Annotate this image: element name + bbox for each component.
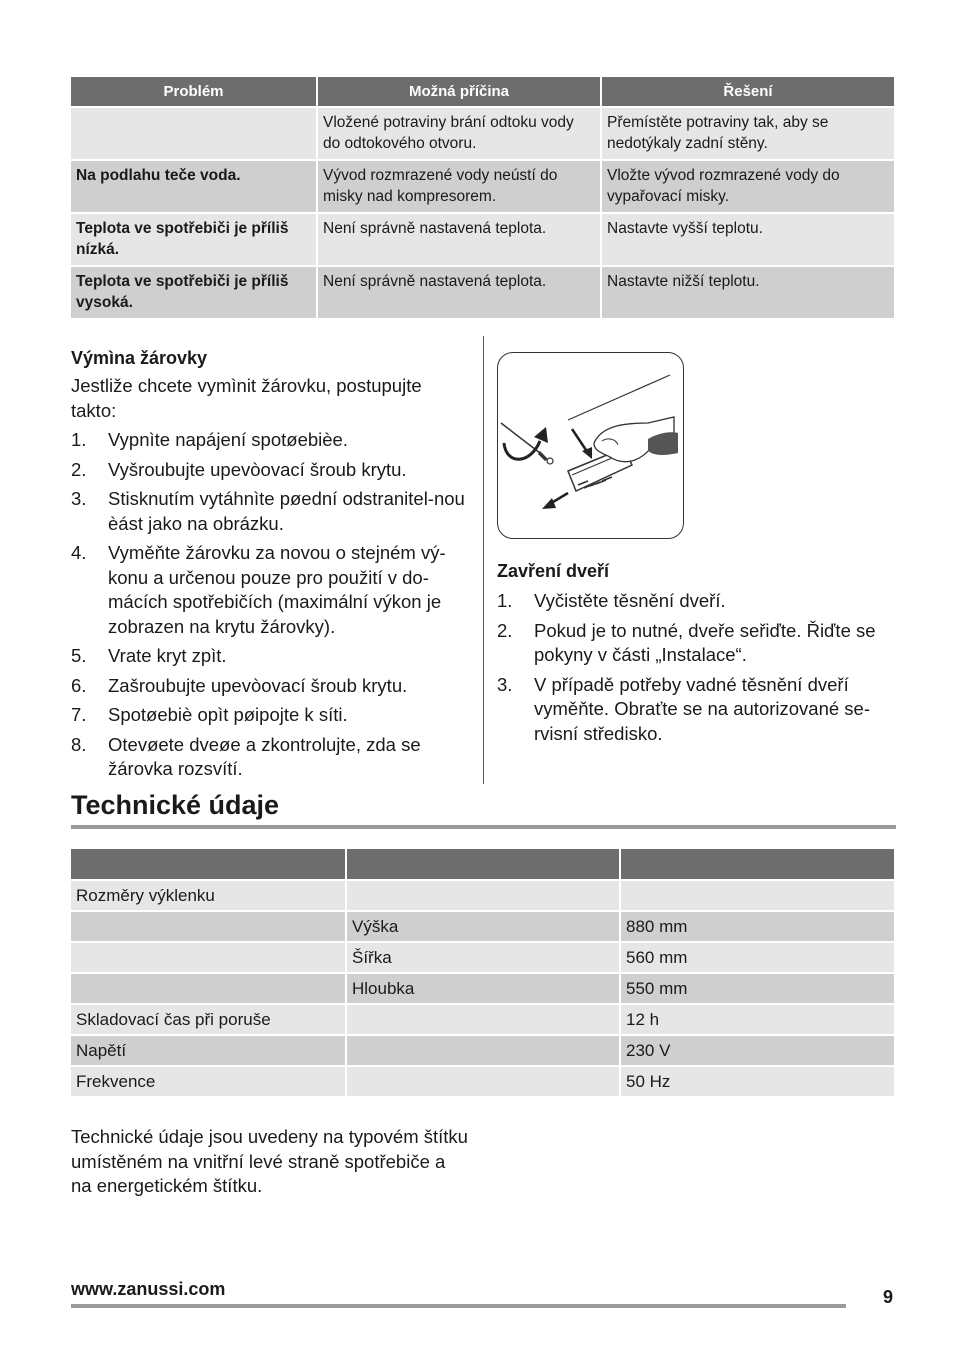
sub-cell: Šířka [346, 942, 620, 973]
list-item [71, 458, 471, 483]
label-cell: Rozměry výklenku [71, 880, 346, 911]
step-text: Vrate kryt zpìt. [108, 645, 227, 666]
troubleshooting-table [71, 77, 894, 318]
table-row [71, 266, 894, 318]
page-number: 9 [883, 1287, 894, 1307]
label-cell: Napětí [71, 1035, 346, 1066]
cause-cell: Není správně nastavená teplota. [317, 266, 601, 318]
solution-cell: Nastavte nižší teplotu. [601, 266, 894, 318]
list-item [497, 619, 897, 668]
label-cell [71, 911, 346, 942]
step-number: 6. [71, 674, 87, 696]
illustration-drawing [498, 353, 682, 537]
table-row [71, 1066, 894, 1096]
step-number: 2. [71, 458, 87, 480]
table-row [71, 1035, 894, 1066]
solution-cell: Vložte vývod rozmrazené vody do vypařovací misky. [601, 160, 894, 213]
table-row [71, 213, 894, 266]
right-column [497, 352, 897, 751]
table-row [71, 160, 894, 213]
sub-cell: Hloubka [346, 973, 620, 1004]
door-section-heading: Zavření dveří [497, 561, 610, 581]
header-cell [346, 849, 620, 880]
door-steps-list [497, 589, 897, 746]
problem-cell: Na podlahu teče voda. [71, 160, 317, 213]
header-cell [620, 849, 894, 880]
value-cell: 880 mm [620, 911, 894, 942]
header-problem: Problém [71, 77, 317, 107]
header-cause: Možná příčina [317, 77, 601, 107]
problem-cell: Teplota ve spotřebiči je příliš nízká. [71, 213, 317, 266]
step-number: 3. [497, 673, 513, 695]
table-header-row [71, 849, 894, 880]
table-row [71, 1004, 894, 1035]
header-cell [71, 849, 346, 880]
list-item [497, 589, 897, 614]
cause-cell: Vložené potraviny brání odtoku vody do odtokového otvoru. [317, 107, 601, 160]
value-cell: 560 mm [620, 942, 894, 973]
step-text: Vyšroubujte upevòovací šroub krytu. [108, 458, 407, 480]
cause-cell: Není správně nastavená teplota. [317, 213, 601, 266]
value-cell: 230 V [620, 1035, 894, 1066]
column-divider [483, 336, 484, 784]
step-number: 1. [71, 429, 87, 450]
list-item [71, 644, 471, 669]
step-number: 7. [71, 704, 87, 725]
label-cell: Skladovací čas při poruše [71, 1004, 346, 1035]
value-cell [620, 880, 894, 911]
table-row [71, 107, 894, 160]
header-solution: Řešení [601, 77, 894, 107]
sub-cell [346, 880, 620, 911]
sub-cell [346, 1035, 620, 1066]
step-number: 4. [71, 542, 87, 563]
problem-cell: Teplota ve spotřebiči je příliš vysoká. [71, 266, 317, 318]
bulb-section-intro: Jestliže chcete vymìnit žárovku, postupujte takto: [71, 375, 422, 421]
label-cell [71, 942, 346, 973]
tech-data-title: Technické údaje [71, 790, 280, 820]
sub-cell [346, 1004, 620, 1035]
value-cell: 50 Hz [620, 1066, 894, 1096]
bulb-steps-list [71, 428, 471, 782]
table-row [71, 880, 894, 911]
step-text: Spotøebiè opìt pøipojte k síti. [108, 704, 348, 725]
bulb-section-heading: Výmìna žárovky [71, 348, 208, 368]
sub-cell: Výška [346, 911, 620, 942]
list-item [71, 674, 471, 699]
step-text: Stisknutím vytáhnìte pøední odstranitel-nou èást jako na obrázku. [108, 488, 465, 534]
cause-cell: Vývod rozmrazené vody neústí do misky nad kompresorem. [317, 160, 601, 213]
list-item [71, 541, 471, 639]
step-number: 3. [71, 488, 87, 509]
bulb-replacement-section [71, 346, 471, 787]
tech-data-table [71, 849, 894, 1096]
step-text: V případě potřeby vadné těsnění dveří vyměňte. Obraťte se na autorizované se-rvisní středisko. [534, 673, 870, 744]
solution-cell: Nastavte vyšší teplotu. [601, 213, 894, 266]
table-row [71, 973, 894, 1004]
list-item [71, 487, 471, 536]
step-number: 5. [71, 645, 87, 666]
table-row [71, 911, 894, 942]
step-text: Zašroubujte upevòovací šroub krytu. [108, 674, 408, 696]
footer-website-link[interactable]: www.zanussi.com [71, 1279, 226, 1299]
problem-cell [71, 107, 317, 160]
step-text: Vyměňte žárovku za novou o stejném vý-konu a určenou pouze pro použití v do-mácích spotřebičích (maximální výkon je zobrazen na krytu žárovky). [108, 542, 446, 637]
value-cell: 12 h [620, 1004, 894, 1035]
value-cell: 550 mm [620, 973, 894, 1004]
label-cell: Frekvence [71, 1066, 346, 1096]
lamp-cover-removal-illustration [497, 352, 684, 539]
footer-rule [71, 1304, 846, 1308]
label-cell [71, 973, 346, 1004]
step-text: Otevøete dveøe a zkontrolujte, zda se žárovka rozsvítí. [108, 733, 421, 779]
list-item [71, 733, 471, 782]
step-text: Vyčistěte těsnění dveří. [534, 590, 726, 611]
table-header-row [71, 77, 894, 107]
list-item [497, 673, 897, 747]
sub-cell [346, 1066, 620, 1096]
step-text: Pokud je to nutné, dveře seřiďte. Řiďte se pokyny v části „Instalace“. [534, 619, 876, 665]
tech-data-note: Technické údaje jsou uvedeny na typovém štítku umístěném na vnitřní levé straně spotřebiče a na energetickém štítku. [71, 1126, 468, 1196]
step-number: 2. [497, 619, 513, 641]
step-number: 8. [71, 733, 87, 755]
step-text: Vypnìte napájení spotøebièe. [108, 429, 348, 450]
solution-cell: Přemístěte potraviny tak, aby se nedotýkaly zadní stěny. [601, 107, 894, 160]
title-rule [71, 825, 896, 829]
step-number: 1. [497, 590, 513, 611]
list-item [71, 703, 471, 728]
table-row [71, 942, 894, 973]
list-item [71, 428, 471, 453]
